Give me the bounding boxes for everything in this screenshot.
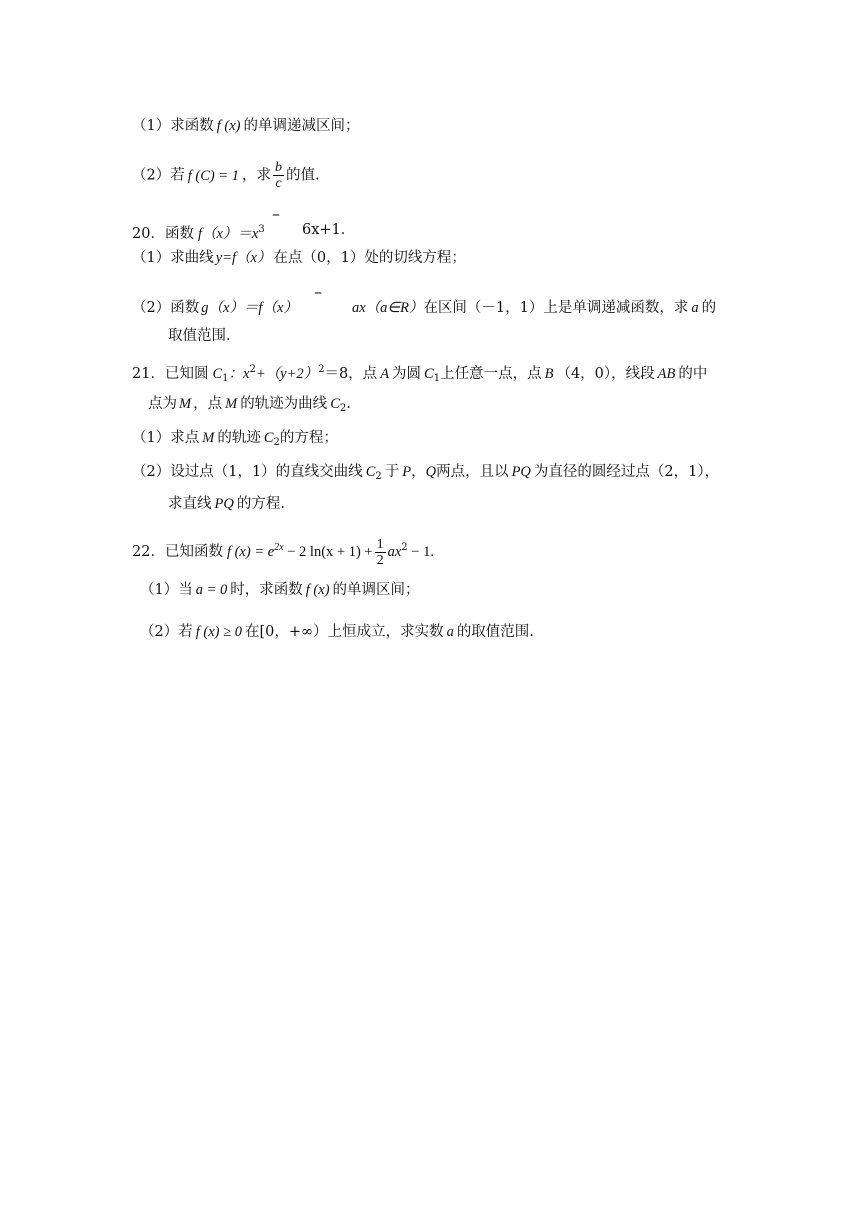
q19-part1: （1）求函数 f (x) 的单调递减区间； bbox=[132, 118, 360, 134]
q20-minus-sign: – bbox=[272, 204, 280, 223]
fraction-one-half: $\frac{1}{2}$ bbox=[376, 536, 384, 568]
q22-heading: 22．已知函数 f $(x) = e^{2x} - 2$ ln(x + 1) + $\frac{1}{2}$ $ax^2 - 1$. bbox=[132, 536, 434, 568]
q21-heading-line2: 点为 M ，点 M 的轨迹为曲线 $C_2$. bbox=[148, 396, 351, 414]
q21-part2: （2）设过点（1，1）的直线交曲线 $C_2$ 于 P，Q两点，且以 PQ 为直径的圆经过点（2，1）， bbox=[132, 464, 720, 482]
q20-part2-minus-sign: – bbox=[314, 282, 322, 301]
q21-part2-line2: 求直线 PQ 的方程. bbox=[168, 496, 285, 512]
q19-part2: （2）若 f (C) = 1 ，求 $\frac{b}{c}$ 的值. bbox=[132, 160, 320, 191]
q21-heading: 21．已知圆 $C_1$：$x^2+(y+2)^2=8$，点 A 为圆 $C_1$上任意一点，点 B （4，0），线段 AB 的中 bbox=[132, 364, 708, 384]
q20-part1: （1）求曲线 y=f（x） 在点（0，1）处的切线方程； bbox=[132, 250, 466, 266]
q20-part2: （2）函数 g（x）＝f（x） bbox=[132, 300, 298, 316]
fraction-b-over-c: $\frac{b}{c}$ bbox=[275, 160, 283, 191]
q22-part1: （1）当 a = 0 时，求函数 f (x) 的单调区间； bbox=[140, 582, 420, 598]
q20-part2-line2: 取值范围. bbox=[168, 328, 231, 344]
q20-heading: 20．函数 $f(x)=x^3$ bbox=[132, 224, 265, 242]
q22-part2: （2）若 f (x) ≥ 0 在[0，+∞）上恒成立，求实数 a 的取值范围. bbox=[140, 624, 534, 640]
q20-heading-tail: 6x+1． bbox=[302, 222, 356, 238]
q20-part2-tail: ax（a∈R）在区间（－1，1）上是单调递减函数，求 a 的 bbox=[352, 300, 717, 316]
q21-part1: （1）求点 M 的轨迹 $C_2$的方程； bbox=[132, 430, 338, 448]
